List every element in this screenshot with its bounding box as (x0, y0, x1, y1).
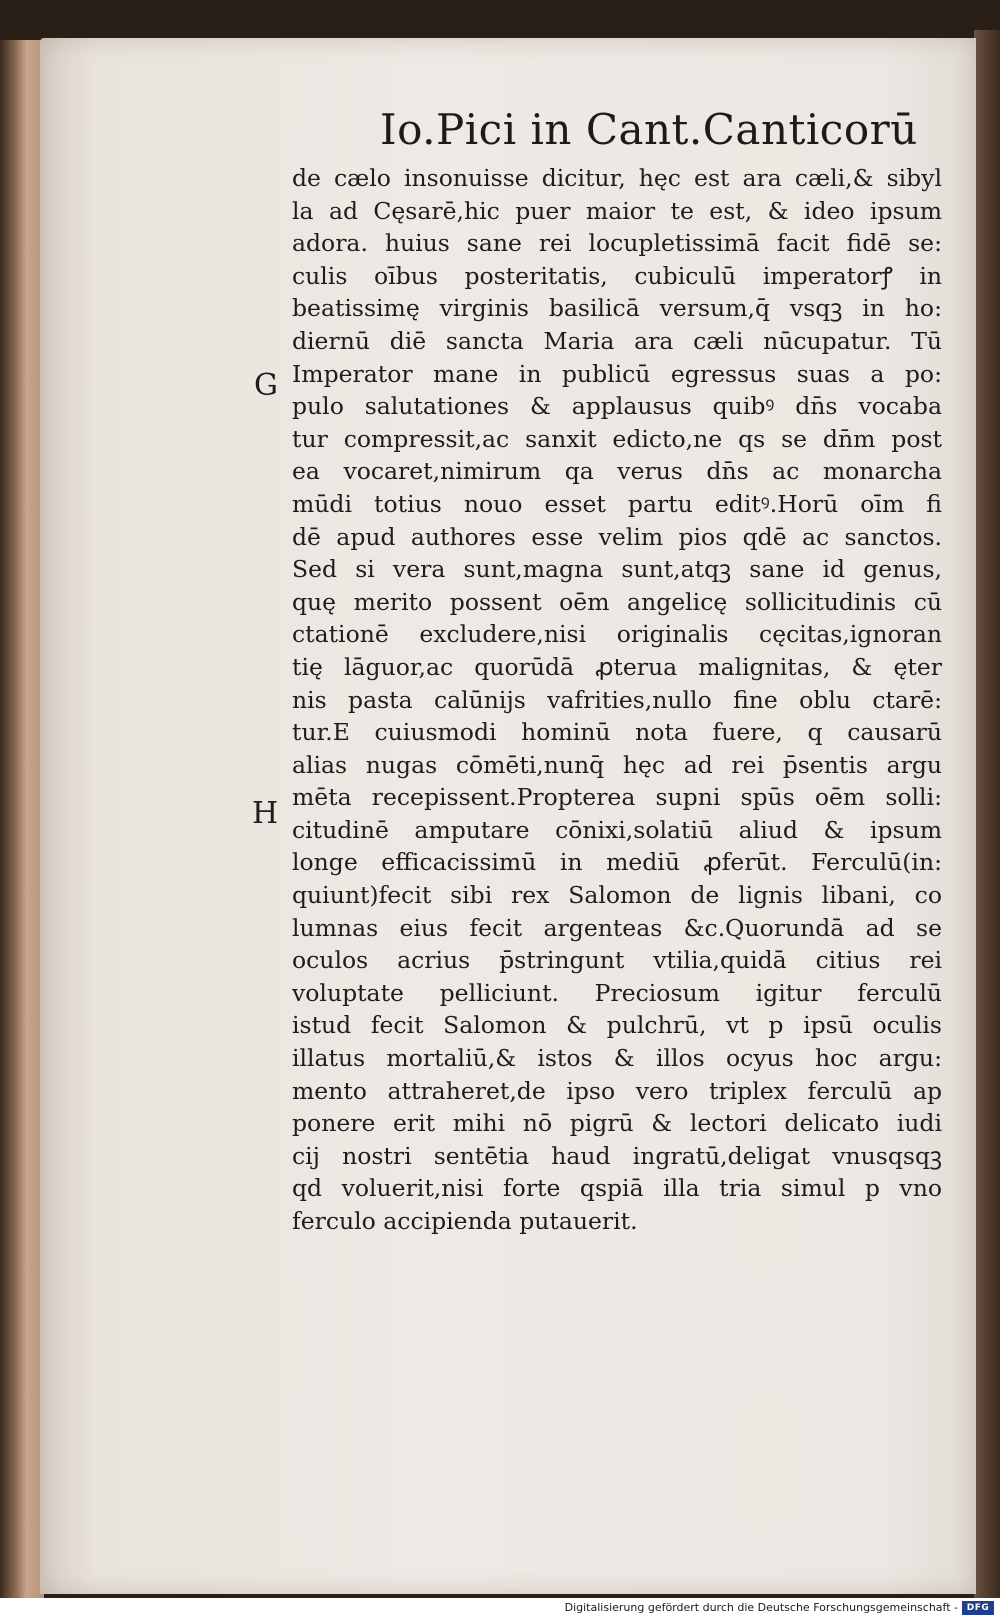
body-text (292, 162, 942, 1238)
running-head: Io.Pici in Cant.Canticorū (380, 105, 918, 154)
text-line: ponere erit mihi nō pigrū & lectori delicato iudi (292, 1109, 942, 1138)
text-line: Imperator mane in publicū egressus suas a po: (292, 359, 942, 388)
book-spine (0, 40, 44, 1598)
text-line: adora. huius sane rei locupletissimā facit fidē se: (292, 229, 942, 258)
text-line: diernū diē sancta Maria ara cæli nūcupatur. Tū (292, 326, 942, 355)
text-line: quę merito possent oēm angelicę sollicitudinis cū (292, 587, 942, 616)
text-line: cij nostri sentētia haud ingratū,deligat vnusqsqꝫ (292, 1141, 942, 1170)
text-line-last: ferculo accipienda putauerit. (292, 1207, 638, 1235)
text-line: ea vocaret,nimirum qa verus dn̄s ac monarcha (292, 457, 942, 486)
text-line: alias nugas cōmēti,nunq̄ hęc ad rei p̄sentis argu (292, 750, 942, 779)
text-line: tur.E cuiusmodi hominū nota fuere, q causarū (292, 718, 942, 747)
text-line: quiunt)fecit sibi rex Salomon de lignis libani, co (292, 881, 942, 910)
text-line: citudinē amputare cōnixi,solatiū aliud & ipsum (292, 815, 942, 844)
text-line: tur compressit,ac sanxit edicto,ne qs se dn̄m post (292, 424, 942, 453)
text-line: ctationē excludere,nisi originalis cęcitas,ignoran (292, 620, 942, 649)
margin-letter-h: H (252, 796, 279, 831)
text-line: longe efficacissimū in mediū ꝓferūt. Ferculū(in: (292, 848, 942, 877)
text-line: oculos acrius p̄stringunt vtilia,quidā citius rei (292, 946, 942, 975)
text-line: pulo salutationes & applausus quibꝰ dn̄s vocaba (292, 392, 942, 421)
text-line: beatissimę virginis basilicā versum,q̄ vsqꝫ in ho: (292, 294, 942, 323)
text-line: culis oībus posteritatis, cubiculū imperatorꝭ in (292, 261, 942, 290)
dfg-credit: Digitalisierung gefördert durch die Deutsche Forschungsgemeinschaft - (564, 1601, 958, 1614)
text-line: illatus mortaliū,& istos & illos ocyus hoc argu: (292, 1044, 942, 1073)
text-line: voluptate pelliciunt. Preciosum igitur ferculū (292, 978, 942, 1007)
text-line: lumnas eius fecit argenteas &c.Quorundā ad se (292, 913, 942, 942)
text-line: tię lāguor,ac quorūdā ꝓterua malignitas, & ęter (292, 652, 942, 681)
text-line: de cælo insonuisse dicitur, hęc est ara cæli,& sibyl (292, 164, 942, 192)
margin-letter-g: G (254, 368, 278, 403)
dfg-logo: DFG (962, 1601, 994, 1615)
page-edge (974, 30, 1000, 1598)
text-line: mēta recepissent.Propterea supni spūs oēm solli: (292, 783, 942, 812)
text-line: la ad Cęsarē,hic puer maior te est, & ideo ipsum (292, 196, 942, 225)
text-line: Sed si vera sunt,magna sunt,atqꝫ sane id genus, (292, 555, 942, 584)
text-line: mūdi totius nouo esset partu editꝰ.Horū oīm fi (292, 489, 942, 518)
text-line: dē apud authores esse velim pios qdē ac sanctos. (292, 522, 942, 551)
text-line: nis pasta calūnijs vafrities,nullo fine oblu ctarē: (292, 685, 942, 714)
text-line: mento attraheret,de ipso vero triplex ferculū ap (292, 1076, 942, 1105)
text-line: istud fecit Salomon & pulchrū, vt p ipsū oculis (292, 1011, 942, 1040)
text-line: qd voluerit,nisi forte qspiā illa tria simul p vno (292, 1174, 942, 1203)
